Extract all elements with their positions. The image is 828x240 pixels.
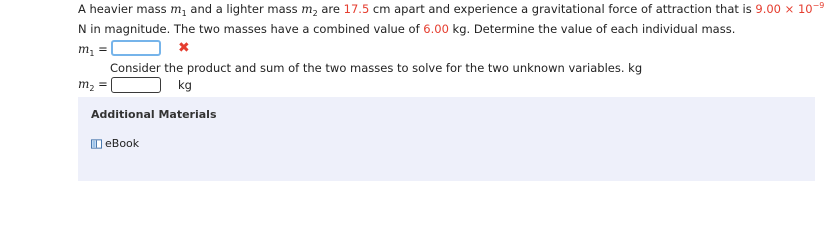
m2-label: $m_2$ = [78,77,108,93]
total-mass-value: 6.00 [423,22,449,36]
ebook-label: eBook [105,137,140,150]
m1-input[interactable] [111,40,161,56]
x-mark-icon: ✖ [178,40,190,56]
m2-input[interactable] [111,77,161,93]
var-m2: $m_2$ [301,2,318,18]
force-value: $9.00 \times 10^{-9}$ [755,1,825,16]
ebook-link[interactable] [91,137,139,150]
feedback-hint: Consider the product and sum of the two masses to solve for the two unknown variables. kg [110,61,643,75]
m2-unit: kg [178,78,192,92]
additional-materials-title: Additional Materials [91,108,217,121]
question-line-1: A heavier mass $m_1$ and a lighter mass $m_2$ are 17.5 cm apart and experience a gravitational force of attraction that is $9.00 \times 10^{-9}$ [78,1,825,18]
distance-value: 17.5 [343,2,370,16]
additional-materials-panel [78,97,815,181]
question-line-2: N in magnitude. The two masses have a combined value of 6.00 kg. Determine the value of each individual mass. [78,22,736,36]
var-m1: $m_1$ [170,2,187,18]
m1-label: $m_1$ = [78,42,108,58]
book-icon [91,139,102,149]
